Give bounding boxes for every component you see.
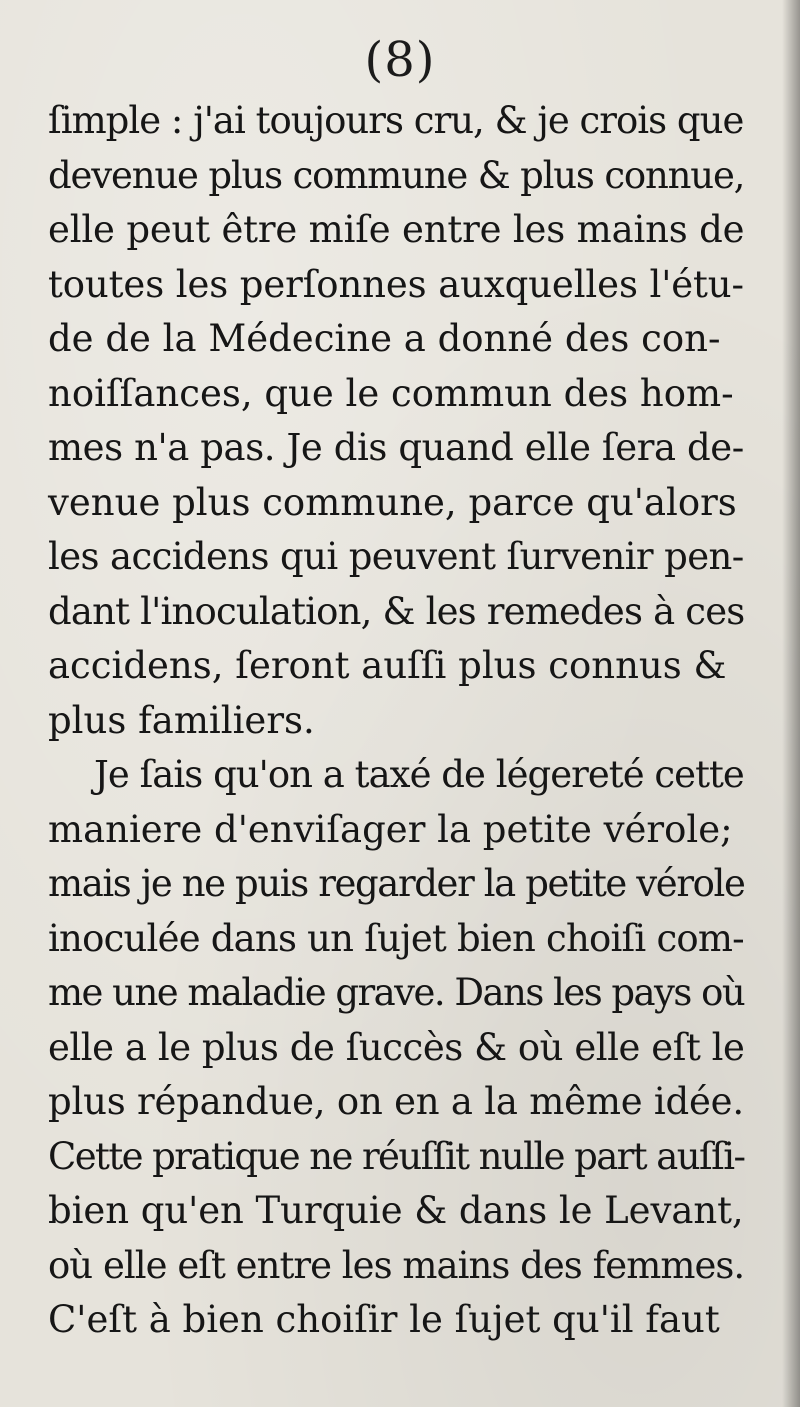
text-line: elle a le plus de ſuccès & où elle eſt le bbox=[48, 1025, 745, 1069]
text-line: elle peut être miſe entre les mains de bbox=[48, 208, 745, 251]
text-line: noiſſances, que le commun des hom- bbox=[48, 371, 734, 415]
text-line: venue plus commune, parce qu'alors bbox=[48, 480, 737, 524]
text-line: où elle eſt entre les mains des femmes. bbox=[48, 1243, 745, 1287]
text-line: dant l'inoculation, & les remedes à ces bbox=[48, 589, 745, 633]
paragraph-start-line: Je ſais qu'on a taxé de légereté cette bbox=[94, 753, 744, 796]
text-line: inoculée dans un ſujet bien choiſi com- bbox=[48, 916, 744, 960]
page-edge-shadow bbox=[782, 0, 800, 1407]
text-line: plus répandue, on en a la même idée. bbox=[48, 1080, 744, 1123]
text-line: maniere d'enviſager la petite vérole; bbox=[48, 807, 733, 851]
text-line: C'eſt à bien choiſir le ſujet qu'il faut bbox=[48, 1298, 720, 1341]
text-line: ſimple : j'ai toujours cru, & je crois que bbox=[48, 99, 744, 142]
body-text bbox=[48, 94, 744, 1348]
text-line: bien qu'en Turquie & dans le Levant, bbox=[48, 1189, 744, 1232]
text-line: Cette pratique ne réuſſit nulle part auſſi- bbox=[48, 1134, 745, 1178]
text-line: les accidens qui peuvent ſurvenir pen- bbox=[48, 535, 744, 578]
page-number: (8) bbox=[364, 32, 436, 88]
text-line: mais je ne puis regarder la petite vérole bbox=[48, 862, 745, 905]
text-line: plus familiers. bbox=[48, 698, 315, 742]
text-line: me une maladie grave. Dans les pays où bbox=[48, 971, 745, 1014]
text-line: devenue plus commune & plus connue, bbox=[48, 153, 745, 197]
text-line: de de la Médecine a donné des con- bbox=[48, 317, 721, 360]
text-line: accidens, ſeront auſſi plus connus & bbox=[48, 644, 727, 687]
text-line: mes n'a pas. Je dis quand elle ſera de- bbox=[48, 426, 744, 469]
text-line: toutes les perſonnes auxquelles l'étu- bbox=[48, 262, 744, 306]
